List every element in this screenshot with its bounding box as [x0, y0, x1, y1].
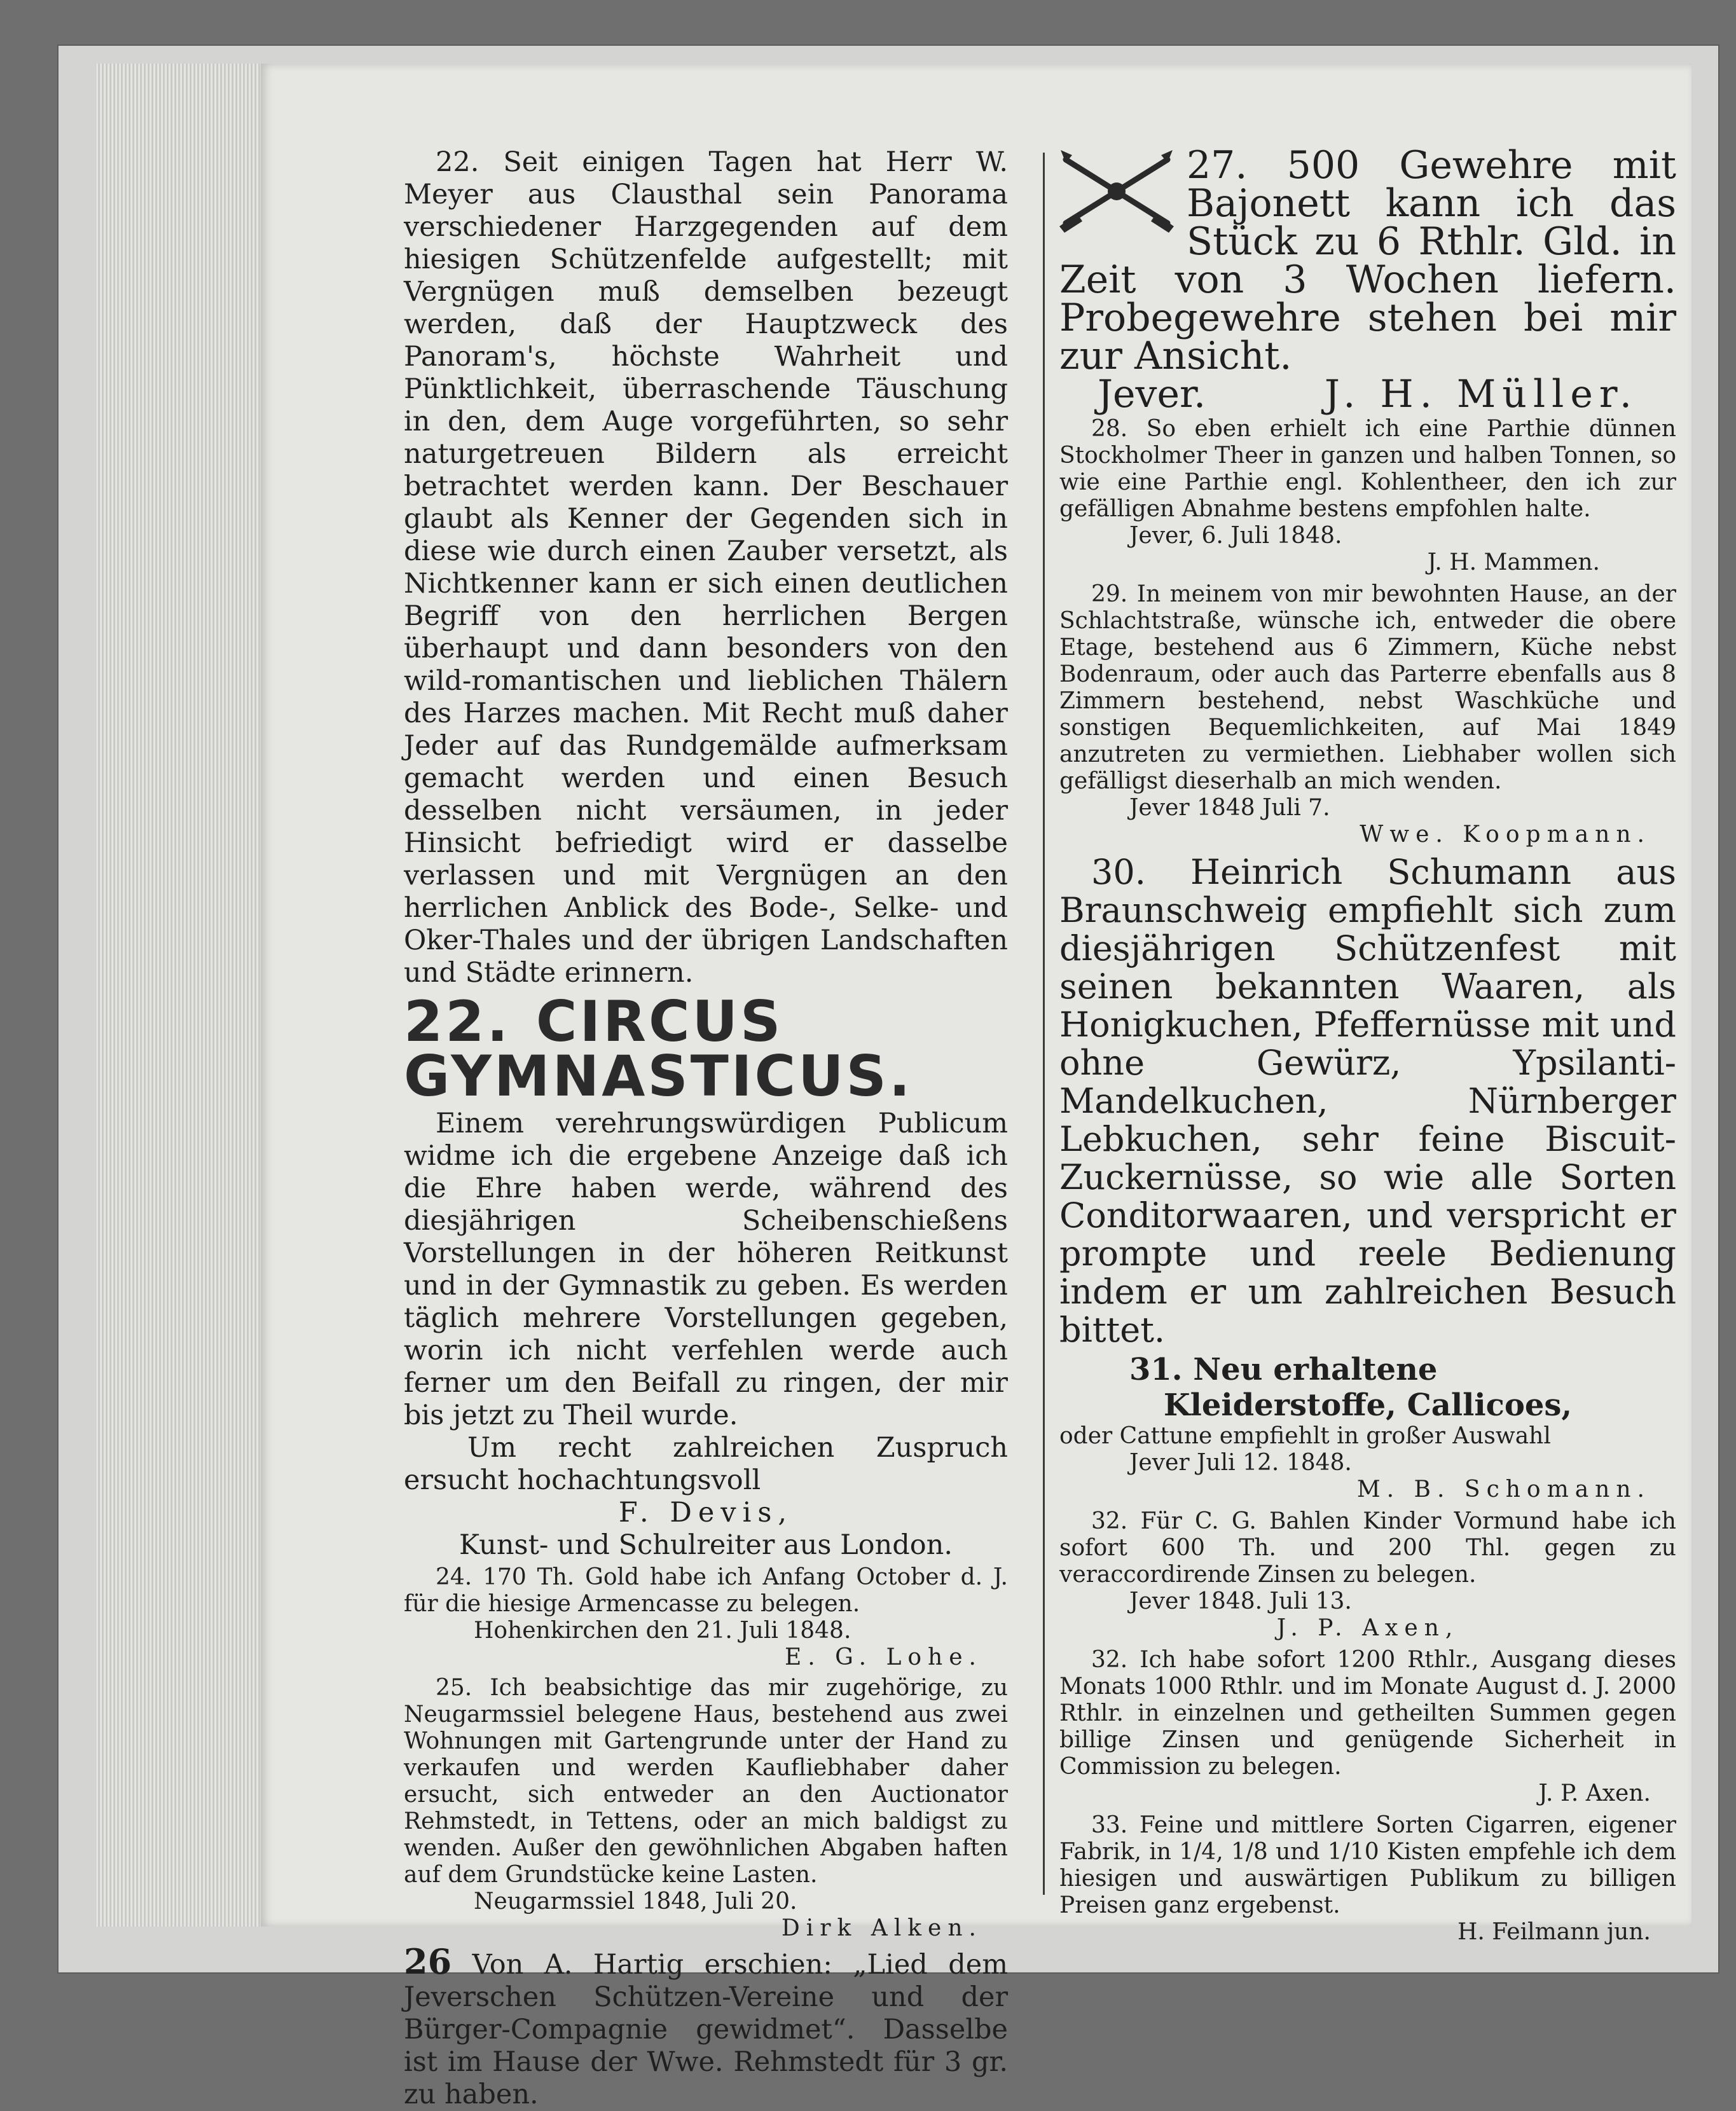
ad-27-footer	[1059, 372, 1676, 416]
ad-31-signature: M. B. Schomann.	[1356, 1476, 1651, 1502]
ad-32b-signature: J. P. Axen.	[1538, 1780, 1651, 1806]
ad-33-signature: H. Feilmann jun.	[1457, 1919, 1651, 1945]
ad-26	[404, 1941, 1008, 2111]
ad-25-signature: Dirk Alken.	[781, 1915, 982, 1941]
ad-27-text: 27. 500 Gewehre mit Bajonett kann ich das Stück zu 6 Rthlr. Gld. in Zeit von 3 Wochen liefern. Probegewehre stehen bei mir zur Ansicht.	[1059, 143, 1676, 378]
ad-27	[1059, 143, 1676, 416]
ad-27-place: Jever.	[1098, 372, 1206, 416]
ad-30: 30. Heinrich Schumann aus Braunschweig empfiehlt sich zum diesjährigen Schützenfest mit seinen bekannten Waaren, als Honigkuchen, Pfeffernüsse mit und ohne Gewürz, Ypsilanti-Mandelkuchen, Nürnberger Lebkuchen, sehr feine Biscuit-Zuckernüsse, so wie alle Sorten Conditorwaaren, und verspricht er prompte und reele Bedienung indem er um zahlreichen Besuch bittet.	[1059, 852, 1676, 1350]
ad-28-place: Jever, 6. Juli 1848.	[1129, 523, 1342, 549]
ad-22-panorama: 22. Seit einigen Tagen hat Herr W. Meyer aus Clausthal sein Panorama verschiedener Harzgegenden auf dem hiesigen Schützenfelde aufgestellt; mit Vergnügen muß demselben bezeugt werden, daß der Hauptzweck des Panoram's, höchste Wahrheit und Pünktlichkeit, überraschende Täuschung in den, dem Auge vorgeführten, so sehr naturgetreuen Bildern als erreicht betrachtet werden kann. Der Beschauer glaubt als Kenner der Gegenden sich in diese wie durch einen Zauber versetzt, als Nichtkenner kann er sich einen deutlichen Begriff von den herrlichen Bergen überhaupt und dann besonders von den wild-romantischen und lieblichen Thälern des Harzes machen. Mit Recht muß daher Jeder auf das Rundgemälde aufmerksam gemacht werden und einen Besuch desselben nicht versäumen, in jeder Hinsicht befriedigt wird er dasselbe verlassen und mit Vergnügen an den herrlichen Anblick des Bode-, Selke- und Oker-Thales und der übrigen Landschaften und Städte erinnern.	[404, 146, 1008, 989]
ad-31-heading-1: 31. Neu erhaltene	[1129, 1352, 1438, 1387]
ad-24-place: Hohenkirchen den 21. Juli 1848.	[474, 1618, 851, 1644]
circus-heading	[404, 989, 1008, 1109]
ad-32a: 32. Für C. G. Bahlen Kinder Vormund habe ich sofort 600 Th. und 200 Thl. gegen zu veraccordirende Zinsen zu belegen.	[1059, 1508, 1676, 1588]
ad-25: 25. Ich beabsichtige das mir zugehörige, zu Neugarmssiel belegene Haus, bestehend aus zwei Wohnungen mit Gartengrunde unter der Hand zu verkaufen und werden Kaufliebhaber daher ersucht, sich entweder an den Auctionator Rehmstedt, in Tettens, oder an mich baldigst zu wenden. Außer den gewöhnlichen Abgaben haften auf dem Grundstücke keine Lasten.	[404, 1675, 1008, 1888]
ad-29: 29. In meinem von mir bewohnten Hause, an der Schlachtstraße, wünsche ich, entweder die obere Etage, bestehend aus 6 Zimmern, Küche nebst Bodenraum, oder auch das Parterre ebenfalls aus 8 Zimmern bestehend, nebst Waschküche und sonstigen Bequemlichkeiten, auf Mai 1849 anzutreten zu vermiethen. Liebhaber wollen sich gefälligst dieserhalb an mich wenden.	[1059, 581, 1676, 794]
circus-title-2: GYMNASTICUS.	[404, 1043, 913, 1109]
left-column	[404, 146, 1008, 2111]
ad-29-place: Jever 1848 Juli 7.	[1129, 795, 1330, 821]
ad-31-place: Jever Juli 12. 1848.	[1129, 1450, 1352, 1476]
column-divider	[1043, 153, 1045, 1895]
ad-24-signature: E. G. Lohe.	[784, 1644, 982, 1670]
ad-32b: 32. Ich habe sofort 1200 Rthlr., Ausgang dieses Monats 1000 Rthlr. und im Monate August d. J. 2000 Rthlr. in einzelnen und getheilten Summen gegen billige Zinsen und genügende Sicherheit in Commission zu belegen.	[1059, 1647, 1676, 1780]
ad-27-signature: J. H. Müller.	[1324, 372, 1638, 416]
ad-26-text: Von A. Hartig erschien: „Lied dem Jeverschen Schützen-Vereine und der Bürger-Compagnie gewidmet“. Dasselbe ist im Hause der Wwe. Rehmstedt für 3 gr. zu haben.	[404, 1949, 1008, 2110]
crossed-rifles-icon	[1059, 150, 1174, 233]
circus-signature-title: Kunst- und Schulreiter aus London.	[458, 1529, 953, 1561]
circus-title-1: CIRCUS	[535, 989, 783, 1054]
ad-32a-place: Jever 1848. Juli 13.	[1129, 1588, 1352, 1614]
ad-28-signature: J. H. Mammen.	[1427, 549, 1600, 575]
circus-number: 22.	[404, 989, 511, 1054]
ad-31: oder Cattune empfiehlt in großer Auswahl	[1059, 1423, 1551, 1449]
ad-25-place: Neugarmssiel 1848, Juli 20.	[474, 1888, 797, 1915]
ad-31-heading-2: Kleiderstoffe, Callicoes,	[1163, 1387, 1573, 1423]
newspaper-page	[261, 64, 1691, 2110]
ad-26-number: 26	[404, 1941, 452, 1982]
circus-body: Einem verehrungswürdigen Publicum widme ich die ergebene Anzeige daß ich die Ehre haben werde, während des diesjährigen Scheibenschießens Vorstellungen in der höheren Reitkunst und in der Gymnastik zu geben. Es werden täglich mehrere Vorstellungen gegeben, worin ich nicht verfehlen werde auch ferner um den Beifall zu ringen, der mir bis jetzt zu Theil wurde.	[404, 1108, 1008, 1431]
page-edges	[95, 64, 269, 1927]
circus-closing: Um recht zahlreichen Zuspruch ersucht hochachtungsvoll	[404, 1432, 1008, 1496]
ad-28: 28. So eben erhielt ich eine Parthie dünnen Stockholmer Theer in ganzen und halben Tonnen, so wie eine Parthie engl. Kohlentheer, den ich zur gefälligen Abnahme bestens empfohlen halte.	[1059, 416, 1676, 522]
ad-33: 33. Feine und mittlere Sorten Cigarren, eigener Fabrik, in 1/4, 1/8 und 1/10 Kisten empfehle ich dem hiesigen und auswärtigen Publikum zu billigen Preisen ganz ergebenst.	[1059, 1812, 1676, 1918]
right-column	[1059, 143, 1676, 1946]
circus-signature: F. Devis,	[618, 1497, 794, 1529]
ad-32a-signature: J. P. Axen,	[1276, 1615, 1459, 1641]
ad-24: 24. 170 Th. Gold habe ich Anfang October d. J. für die hiesige Armencasse zu belegen.	[404, 1564, 1008, 1617]
ad-29-signature: Wwe. Koopmann.	[1360, 822, 1651, 848]
